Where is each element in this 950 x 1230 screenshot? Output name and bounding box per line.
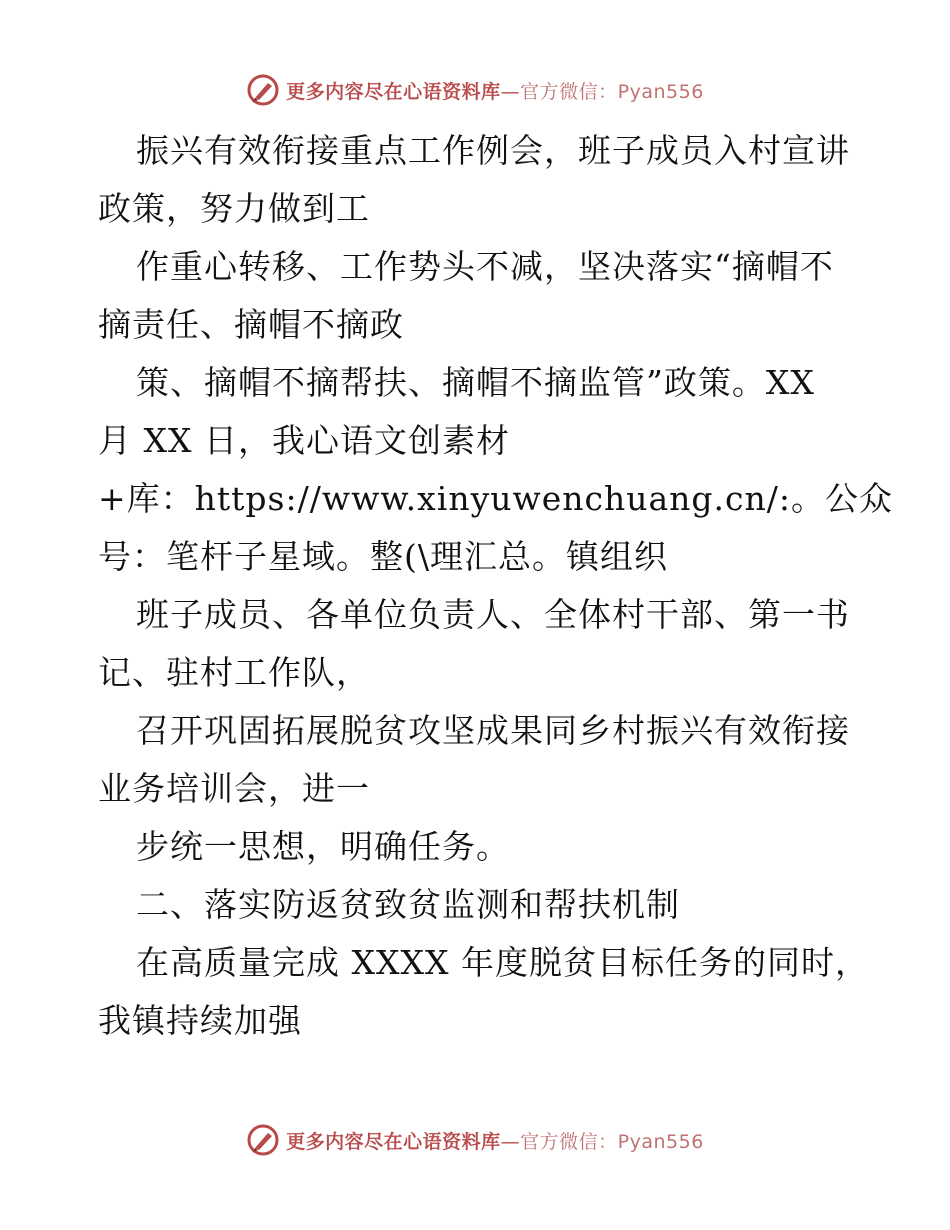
header-separator: — <box>500 80 521 103</box>
footer-banner-text <box>286 1127 704 1154</box>
footer-wechat-text: 官方微信：Pyan556 <box>520 1130 704 1153</box>
body-text-line: 策、摘帽不摘帮扶、摘帽不摘监管”政策。XX <box>136 363 815 402</box>
header-brand-text: 更多内容尽在心语资料库 <box>286 80 501 103</box>
header-banner-text <box>286 77 704 104</box>
body-text-line: 步统一思想，明确任务。 <box>136 827 510 866</box>
header-watermark-banner <box>0 70 950 110</box>
body-text-line: 我镇持续加强 <box>98 1001 302 1040</box>
body-text-line: 月 XX 日，我心语文创素材 <box>98 421 510 460</box>
body-text-line: 摘责任、摘帽不摘政 <box>98 305 404 344</box>
body-text-line: 班子成员、各单位负责人、全体村干部、第一书 <box>136 595 850 634</box>
body-text-line: 在高质量完成 XXXX 年度脱贫目标任务的同时， <box>136 943 869 982</box>
document-body <box>98 122 894 1050</box>
pen-circle-logo-icon <box>246 1123 280 1157</box>
body-text-line: +库：https://www.xinyuwenchuang.cn/:。公众 <box>98 479 894 518</box>
footer-brand-text: 更多内容尽在心语资料库 <box>286 1130 501 1153</box>
body-text-line: 号：笔杆子星域。整(\理汇总。镇组织 <box>98 537 668 576</box>
body-text-line: 二、落实防返贫致贫监测和帮扶机制 <box>136 885 680 924</box>
pen-circle-logo-icon <box>246 73 280 107</box>
body-text-line: 振兴有效衔接重点工作例会，班子成员入村宣讲 <box>136 131 850 170</box>
body-text-line: 记、驻村工作队， <box>98 653 370 692</box>
body-text-line: 作重心转移、工作势头不减，坚决落实“摘帽不 <box>136 247 834 286</box>
footer-watermark-banner <box>0 1120 950 1160</box>
header-wechat-text: 官方微信：Pyan556 <box>520 80 704 103</box>
body-text-line: 政策，努力做到工 <box>98 189 370 228</box>
body-text-line: 召开巩固拓展脱贫攻坚成果同乡村振兴有效衔接 <box>136 711 850 750</box>
footer-separator: — <box>500 1130 521 1153</box>
body-text-line: 业务培训会，进一 <box>98 769 370 808</box>
